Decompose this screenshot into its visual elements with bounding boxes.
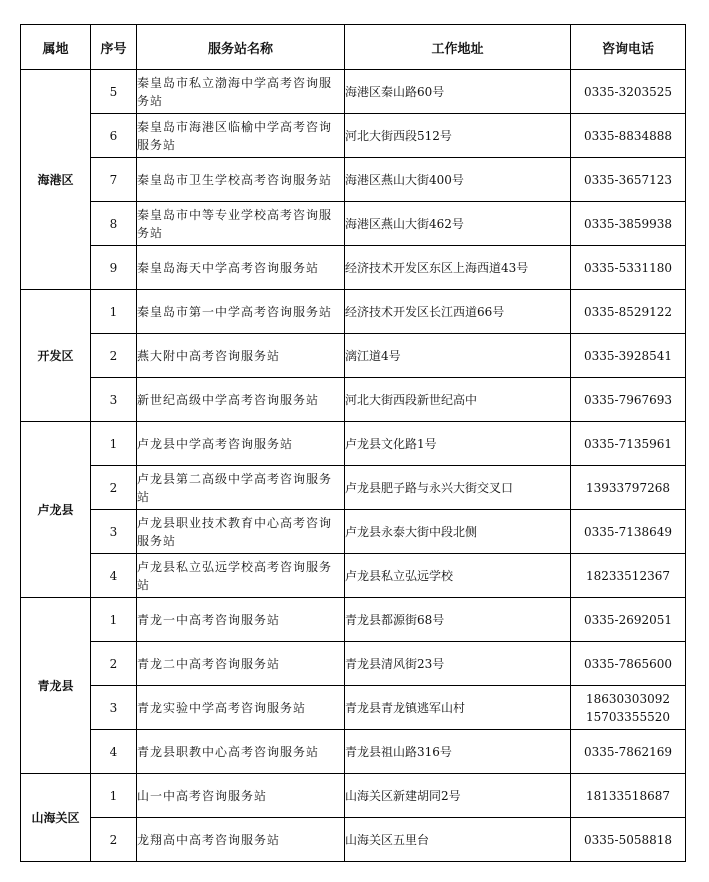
station-name-cell: 青龙县职教中心高考咨询服务站 — [137, 730, 345, 774]
seq-cell: 3 — [91, 510, 137, 554]
address-cell: 河北大街西段512号 — [345, 114, 571, 158]
header-address: 工作地址 — [345, 25, 571, 70]
station-name-cell: 青龙一中高考咨询服务站 — [137, 598, 345, 642]
table-row — [21, 334, 686, 378]
address-cell: 卢龙县肥子路与永兴大街交叉口 — [345, 466, 571, 510]
phone-cell — [571, 730, 686, 774]
phone-cell — [571, 774, 686, 818]
phone-number: 0335-8834888 — [583, 128, 673, 143]
phone-number: 0335-3928541 — [583, 348, 673, 363]
phone-cell — [571, 378, 686, 422]
phone-cell — [571, 70, 686, 114]
address-cell: 青龙县祖山路316号 — [345, 730, 571, 774]
table-row — [21, 246, 686, 290]
seq-cell: 2 — [91, 466, 137, 510]
header-row — [21, 25, 686, 70]
table-row — [21, 158, 686, 202]
address-cell: 海港区秦山路60号 — [345, 70, 571, 114]
address-cell: 河北大街西段新世纪高中 — [345, 378, 571, 422]
station-name-cell: 秦皇岛市卫生学校高考咨询服务站 — [137, 158, 345, 202]
address-cell: 青龙县青龙镇逃军山村 — [345, 686, 571, 730]
address-cell: 山海关区新建胡同2号 — [345, 774, 571, 818]
address-cell: 卢龙县永泰大街中段北侧 — [345, 510, 571, 554]
table-row — [21, 774, 686, 818]
seq-cell: 4 — [91, 730, 137, 774]
phone-cell — [571, 510, 686, 554]
address-cell: 漓江道4号 — [345, 334, 571, 378]
station-name-cell: 龙翔高中高考咨询服务站 — [137, 818, 345, 862]
seq-cell: 2 — [91, 642, 137, 686]
seq-cell: 5 — [91, 70, 137, 114]
header-seq: 序号 — [91, 25, 137, 70]
table-row — [21, 114, 686, 158]
station-name-cell: 卢龙县职业技术教育中心高考咨询服务站 — [137, 510, 345, 554]
seq-cell: 6 — [91, 114, 137, 158]
address-cell: 山海关区五里台 — [345, 818, 571, 862]
station-name-cell: 青龙实验中学高考咨询服务站 — [137, 686, 345, 730]
table-row — [21, 818, 686, 862]
seq-cell: 2 — [91, 334, 137, 378]
seq-cell: 1 — [91, 422, 137, 466]
phone-cell — [571, 290, 686, 334]
station-name-cell: 秦皇岛市第一中学高考咨询服务站 — [137, 290, 345, 334]
phone-cell — [571, 554, 686, 598]
seq-cell: 9 — [91, 246, 137, 290]
phone-number: 0335-2692051 — [583, 612, 673, 627]
phone-number: 0335-5058818 — [583, 832, 673, 847]
table-row — [21, 686, 686, 730]
phone-number: 18630303092 — [586, 691, 670, 706]
address-cell: 青龙县都源街68号 — [345, 598, 571, 642]
phone-cell — [571, 246, 686, 290]
phone-number: 0335-7862169 — [583, 744, 673, 759]
table-row — [21, 510, 686, 554]
seq-cell: 3 — [91, 686, 137, 730]
seq-cell: 4 — [91, 554, 137, 598]
phone-cell — [571, 422, 686, 466]
table-row — [21, 466, 686, 510]
header-district: 属地 — [21, 25, 91, 70]
station-name-cell: 卢龙县私立弘远学校高考咨询服务站 — [137, 554, 345, 598]
station-name-cell: 青龙二中高考咨询服务站 — [137, 642, 345, 686]
address-cell: 青龙县清风街23号 — [345, 642, 571, 686]
district-cell: 开发区 — [21, 290, 91, 422]
station-name-cell: 秦皇岛市海港区临榆中学高考咨询服务站 — [137, 114, 345, 158]
phone-number: 0335-3657123 — [583, 172, 673, 187]
station-name-cell: 秦皇岛市中等专业学校高考咨询服务站 — [137, 202, 345, 246]
table-row — [21, 730, 686, 774]
station-name-cell: 卢龙县第二高级中学高考咨询服务站 — [137, 466, 345, 510]
phone-number: 0335-7865600 — [583, 656, 673, 671]
seq-cell: 7 — [91, 158, 137, 202]
table-row — [21, 642, 686, 686]
phone-number: 0335-7138649 — [583, 524, 673, 539]
table-row — [21, 70, 686, 114]
header-station-name: 服务站名称 — [137, 25, 345, 70]
seq-cell: 8 — [91, 202, 137, 246]
district-cell: 卢龙县 — [21, 422, 91, 598]
seq-cell: 3 — [91, 378, 137, 422]
table-row — [21, 598, 686, 642]
seq-cell: 1 — [91, 774, 137, 818]
phone-cell — [571, 334, 686, 378]
table-row — [21, 378, 686, 422]
phone-cell — [571, 818, 686, 862]
station-name-cell: 新世纪高级中学高考咨询服务站 — [137, 378, 345, 422]
phone-cell — [571, 202, 686, 246]
address-cell: 海港区燕山大街462号 — [345, 202, 571, 246]
station-name-cell: 卢龙县中学高考咨询服务站 — [137, 422, 345, 466]
station-name-cell: 山一中高考咨询服务站 — [137, 774, 345, 818]
table-row — [21, 290, 686, 334]
seq-cell: 1 — [91, 290, 137, 334]
table-row — [21, 202, 686, 246]
station-name-cell: 秦皇岛市私立渤海中学高考咨询服务站 — [137, 70, 345, 114]
address-cell: 经济技术开发区长江西道66号 — [345, 290, 571, 334]
phone-number: 18133518687 — [586, 788, 670, 803]
station-name-cell: 秦皇岛海天中学高考咨询服务站 — [137, 246, 345, 290]
address-cell: 经济技术开发区东区上海西道43号 — [345, 246, 571, 290]
phone-number: 15703355520 — [586, 709, 670, 724]
phone-number: 0335-8529122 — [583, 304, 673, 319]
phone-number: 0335-3859938 — [583, 216, 673, 231]
phone-number: 0335-7967693 — [583, 392, 673, 407]
seq-cell: 1 — [91, 598, 137, 642]
phone-cell — [571, 114, 686, 158]
phone-cell — [571, 158, 686, 202]
station-name-cell: 燕大附中高考咨询服务站 — [137, 334, 345, 378]
phone-number: 13933797268 — [586, 480, 670, 495]
seq-cell: 2 — [91, 818, 137, 862]
phone-cell — [571, 466, 686, 510]
district-cell: 山海关区 — [21, 774, 91, 862]
address-cell: 卢龙县文化路1号 — [345, 422, 571, 466]
phone-cell — [571, 686, 686, 730]
table-body — [21, 70, 686, 862]
address-cell: 海港区燕山大街400号 — [345, 158, 571, 202]
address-cell: 卢龙县私立弘远学校 — [345, 554, 571, 598]
table-row — [21, 422, 686, 466]
phone-number: 0335-5331180 — [583, 260, 673, 275]
phone-number: 0335-7135961 — [583, 436, 673, 451]
district-cell: 青龙县 — [21, 598, 91, 774]
district-cell: 海港区 — [21, 70, 91, 290]
phone-cell — [571, 642, 686, 686]
table-row — [21, 554, 686, 598]
header-phone: 咨询电话 — [571, 25, 686, 70]
phone-number: 18233512367 — [586, 568, 670, 583]
phone-number: 0335-3203525 — [583, 84, 673, 99]
phone-cell — [571, 598, 686, 642]
consultation-stations-table — [20, 24, 686, 862]
